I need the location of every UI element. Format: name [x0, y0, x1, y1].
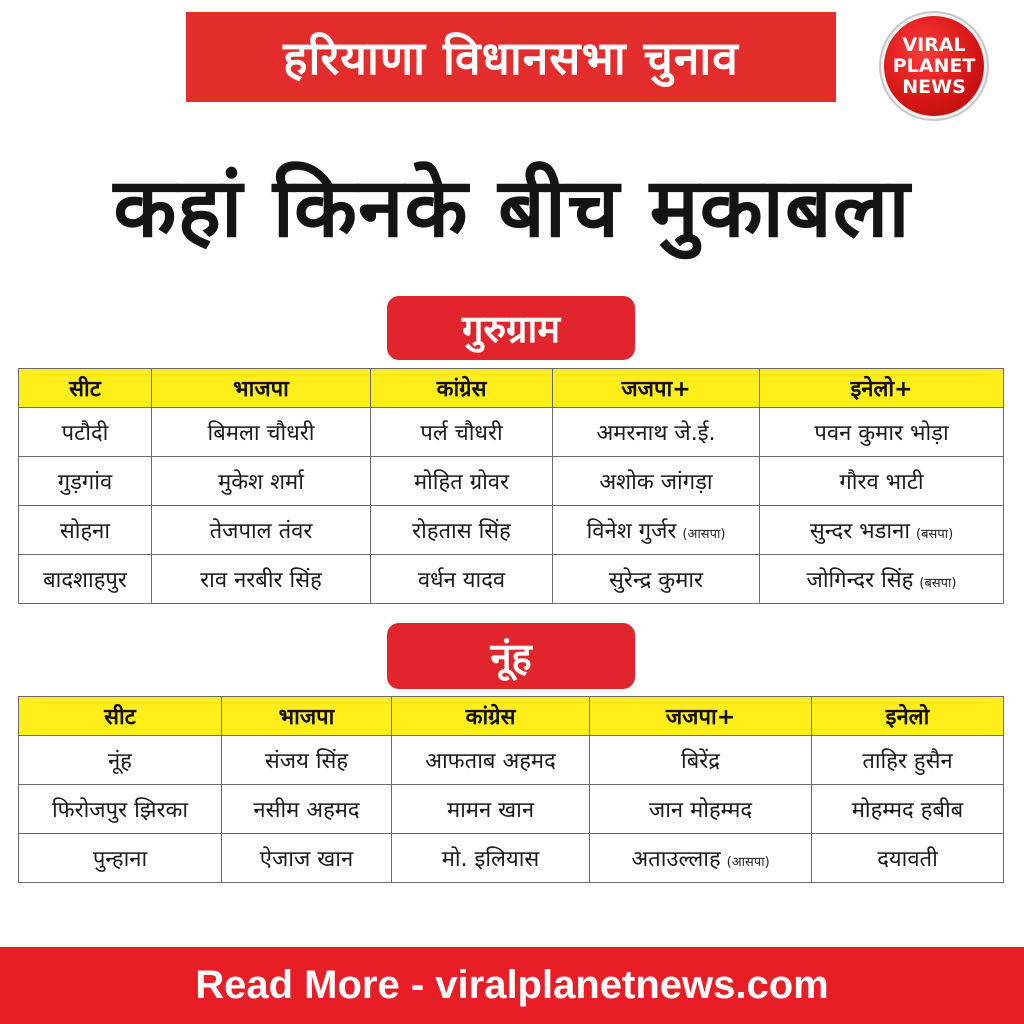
column-header: सीट	[19, 369, 152, 408]
candidate-name: जोगिन्दर सिंह	[806, 568, 914, 593]
table-cell: ऐजाज खान	[222, 834, 392, 883]
column-header: जजपा+	[553, 369, 760, 408]
logo-line-2: PLANET	[892, 54, 976, 77]
column-header: भाजपा	[152, 369, 371, 408]
column-header: इनेलो+	[760, 369, 1004, 408]
column-header: जजपा+	[590, 697, 812, 736]
table-cell: नूंह	[19, 736, 222, 785]
column-header: सीट	[19, 697, 222, 736]
table-cell	[760, 506, 1004, 555]
logo-line-3: NEWS	[902, 75, 966, 98]
table-cell: पुन्हाना	[19, 834, 222, 883]
table-row	[19, 457, 1004, 506]
table-cell: मामन खान	[392, 785, 590, 834]
table-cell: पर्ल चौधरी	[371, 408, 553, 457]
party-note: (आसपा)	[726, 855, 770, 870]
candidate-name: सुन्दर भडाना	[809, 519, 911, 544]
table-cell: अमरनाथ जे.ई.	[553, 408, 760, 457]
table-cell: फिरोजपुर झिरका	[19, 785, 222, 834]
table-cell: पवन कुमार भोड़ा	[760, 408, 1004, 457]
table-cell: वर्धन यादव	[371, 555, 553, 604]
table-cell: अशोक जांगड़ा	[553, 457, 760, 506]
table-cell: दयावती	[812, 834, 1004, 883]
banner-title: हरियाणा विधानसभा चुनाव	[186, 12, 836, 102]
table-cell: संजय सिंह	[222, 736, 392, 785]
table-cell: तेजपाल तंवर	[152, 506, 371, 555]
table-row	[19, 785, 1004, 834]
section-title-gurugram: गुरुग्राम	[387, 296, 635, 360]
table-header-row	[19, 697, 1004, 736]
table-cell: मुकेश शर्मा	[152, 457, 371, 506]
table-cell: गुड़गांव	[19, 457, 152, 506]
headline: कहां किनके बीच मुकाबला	[113, 161, 911, 256]
table-row	[19, 408, 1004, 457]
table-cell: गौरव भाटी	[760, 457, 1004, 506]
table-cell	[590, 834, 812, 883]
party-note: (आसपा)	[682, 527, 726, 542]
gurugram-table	[18, 368, 1004, 604]
table-cell: मोहित ग्रोवर	[371, 457, 553, 506]
table-cell: बादशाहपुर	[19, 555, 152, 604]
table-cell: बिमला चौधरी	[152, 408, 371, 457]
party-note: (बसपा)	[919, 576, 957, 591]
table-cell	[760, 555, 1004, 604]
logo-line-1: VIRAL	[902, 33, 966, 56]
column-header: भाजपा	[222, 697, 392, 736]
table-row	[19, 555, 1004, 604]
column-header: इनेलो	[812, 697, 1004, 736]
table-cell: बिरेंद्र	[590, 736, 812, 785]
read-more-link[interactable]: Read More - viralplanetnews.com	[0, 947, 1024, 1024]
table-cell: सुरेन्द्र कुमार	[553, 555, 760, 604]
table-cell: मोहम्मद हबीब	[812, 785, 1004, 834]
nuh-table	[18, 696, 1004, 883]
table-cell: जान मोहम्मद	[590, 785, 812, 834]
table-cell: राव नरबीर सिंह	[152, 555, 371, 604]
candidate-name: अताउल्लाह	[631, 847, 721, 872]
column-header: कांग्रेस	[392, 697, 590, 736]
table-row	[19, 834, 1004, 883]
table-cell	[553, 506, 760, 555]
table-row	[19, 506, 1004, 555]
party-note: (बसपा)	[916, 527, 954, 542]
table-cell: सोहना	[19, 506, 152, 555]
table-cell: आफताब अहमद	[392, 736, 590, 785]
column-header: कांग्रेस	[371, 369, 553, 408]
section-title-nuh: नूंह	[387, 623, 635, 689]
table-cell: रोहतास सिंह	[371, 506, 553, 555]
candidate-name: विनेश गुर्जर	[586, 519, 677, 544]
table-cell: पटौदी	[19, 408, 152, 457]
table-cell: नसीम अहमद	[222, 785, 392, 834]
table-cell: मो. इलियास	[392, 834, 590, 883]
table-cell: ताहिर हुसैन	[812, 736, 1004, 785]
table-row	[19, 736, 1004, 785]
viral-planet-news-logo	[884, 16, 984, 116]
table-header-row	[19, 369, 1004, 408]
